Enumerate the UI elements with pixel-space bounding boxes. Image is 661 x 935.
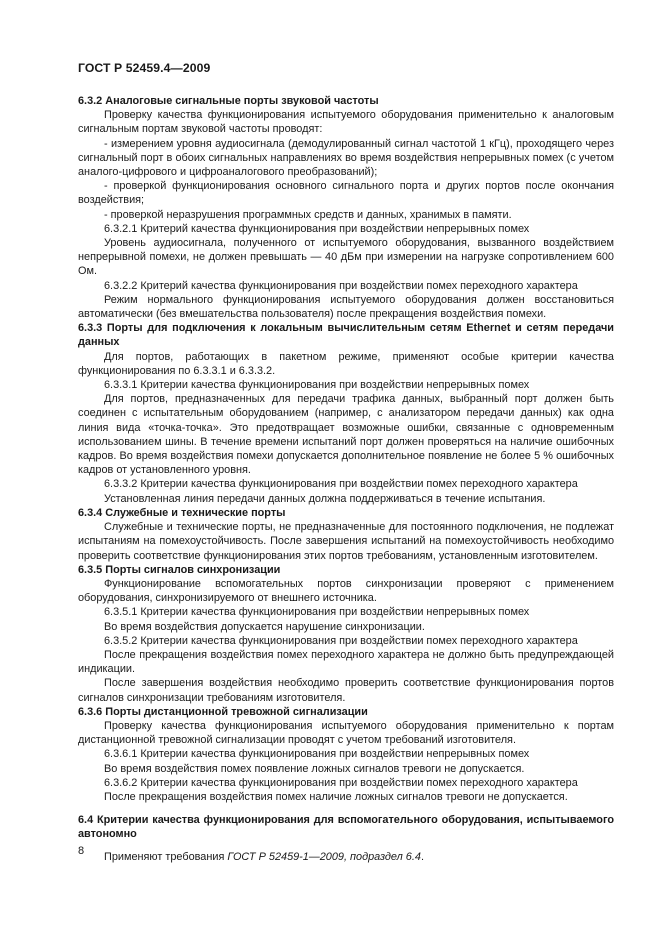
section-heading: 6.3.4 Служебные и технические порты: [78, 506, 286, 519]
standard-reference: ГОСТ Р 52459-1—2009, подраздел 6.4: [227, 850, 421, 863]
paragraph: После прекращения воздействия помех переходного характера не должно быть предупреждающей индикации.: [78, 648, 614, 676]
paragraph: 6.3.5.1 Критерии качества функционирования при воздействии непрерывных помех: [104, 606, 530, 619]
paragraph: 6.3.3.2 Критерии качества функционирования при воздействии помех переходного характера: [104, 478, 578, 491]
paragraph: После завершения воздействия необходимо проверить соответствие функционирования портов сигналов синхронизации требованиям изготовителя.: [78, 677, 614, 704]
section-heading: 6.3.5 Порты сигналов синхронизации: [78, 563, 281, 576]
paragraph: Установленная линия передачи данных должна поддерживаться в течение испытания.: [104, 492, 546, 505]
document-body: [78, 94, 614, 864]
paragraph: 6.3.5.2 Критерии качества функционирования при воздействии помех переходного характера: [104, 634, 578, 647]
paragraph: 6.3.2.1 Критерий качества функционирования при воздействии непрерывных помех: [104, 222, 530, 235]
paragraph: 6.3.6.2 Критерии качества функционирования при воздействии помех переходного характера: [104, 776, 578, 789]
paragraph: - проверкой функционирования основного сигнального порта и других портов после окончания воздействия;: [78, 180, 614, 207]
section-6-4-lead: Применяют требования: [104, 850, 228, 863]
paragraph: Проверку качества функционирования испытуемого оборудования применительно к портам дистанционной тревожной сигнализации проводят с учетом требований изготовителя.: [78, 719, 614, 747]
section-heading: 6.3.2 Аналоговые сигнальные порты звуковой частоты: [78, 95, 379, 107]
section-6-4-heading: 6.4 Критерии качества функционирования для вспомогательного оборудования, испытываемого автономно: [78, 814, 614, 841]
paragraph: Для портов, предназначенных для передачи трафика данных, выбранный порт должен быть соединен с испытательным оборудованием (например, с анализатором передачи данных) как одна линия вида «точка-точка». Это предотвращает возможные ошибки, связанные с одновременным использованием шины. В течение времени испытаний порт должен проверяться на наличие ошибочных кадров. Во время воздействия помехи допускается дополнительное появление не более 5 % ошибочных кадров от установленного уровня.: [78, 393, 614, 477]
page-number: 8: [78, 845, 85, 857]
paragraph: - проверкой неразрушения программных средств и данных, хранимых в памяти.: [104, 208, 512, 221]
section-heading: 6.3.3 Порты для подключения к локальным вычислительным сетям Ethernet и сетям передачи данных: [78, 322, 614, 349]
paragraph: 6.3.2.2 Критерий качества функционирования при воздействии помех переходного характера: [104, 279, 578, 292]
document-header: ГОСТ Р 52459.4—2009: [78, 61, 211, 75]
paragraph: Уровень аудиосигнала, полученного от испытуемого оборудования, вызванного воздействием непрерывной помехи, не должен превышать — 40 дБм при измерении на нагрузке сопротивлением 600 Ом.: [78, 237, 614, 278]
paragraph: Для портов, работающих в пакетном режиме, применяют особые критерии качества функционирования по 6.3.3.1 и 6.3.3.2.: [78, 350, 614, 377]
paragraph: 6.3.6.1 Критерии качества функционирования при воздействии непрерывных помех: [104, 748, 530, 761]
paragraph-flow: [78, 94, 614, 804]
section-6-4-tail: .: [420, 850, 424, 863]
paragraph: Режим нормального функционирования испытуемого оборудования должен восстановиться автоматически (без вмешательства пользователя) после прекращения воздействия помехи.: [78, 293, 614, 321]
paragraph: Во время воздействия помех появление ложных сигналов тревоги не допускается.: [104, 762, 525, 775]
paragraph: 6.3.3.1 Критерии качества функционирования при воздействии непрерывных помех: [104, 379, 530, 392]
paragraph: Служебные и технические порты, не предназначенные для постоянного подключения, не подлежат испытаниям на помехоустойчивость. После завершения испытаний на помехоустойчивость необходимо проверить соответствие функционирования этих портов требованиям, установленным изготовителем.: [78, 521, 614, 562]
paragraph: Во время воздействия допускается нарушение синхронизации.: [104, 620, 425, 633]
section-heading: 6.3.6 Порты дистанционной тревожной сигнализации: [78, 705, 368, 718]
paragraph: - измерением уровня аудиосигнала (демодулированный сигнал частотой 1 кГц), проходящего через сигнальный порт в обоих сигнальных направлениях во время воздействия непрерывных помех (с учетом аналого-цифрового и цифроаналогового преобразований);: [78, 137, 614, 179]
paragraph: Проверку качества функционирования испытуемого оборудования применительно к аналоговым сигнальным портам звуковой частоты проводят:: [78, 109, 614, 136]
paragraph: Функционирование вспомогательных портов синхронизации проверяют с применением оборудования, синхронизируемого от внешнего источника.: [78, 577, 614, 605]
paragraph: После прекращения воздействия помех наличие ложных сигналов тревоги не допускается.: [104, 790, 568, 803]
section-6-4-text: [78, 850, 614, 864]
